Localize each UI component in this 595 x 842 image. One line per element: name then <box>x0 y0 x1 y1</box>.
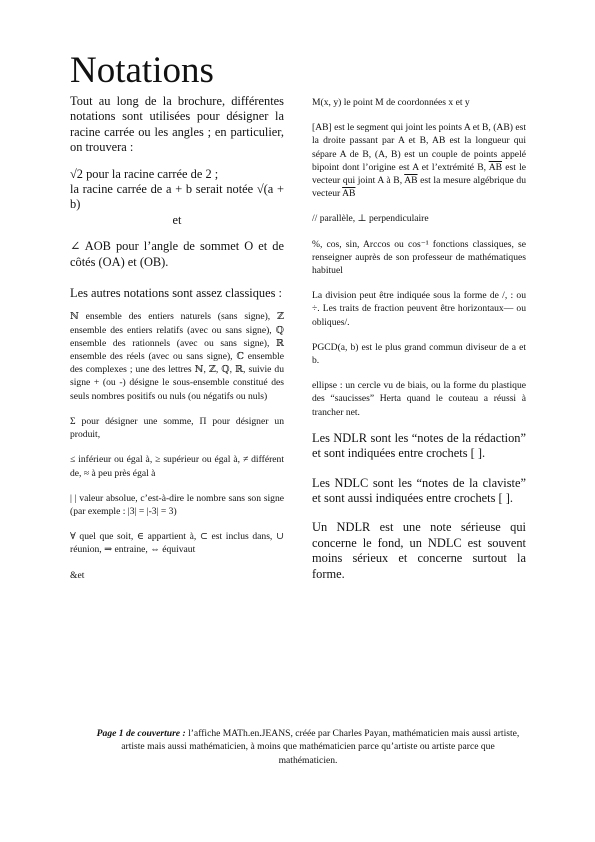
inequalities-paragraph: ≤ inférieur ou égal à, ≥ supérieur ou égal à, ≠ différent de, ≈ à peu près égal à <box>70 454 284 479</box>
serious-note-paragraph: Un NDLR est une note sérieuse qui concerne le fond, un NDLC est souvent moins sérieux et concerne surtout la forme. <box>312 520 526 581</box>
et-separator: et <box>172 212 182 227</box>
right-column <box>312 96 526 582</box>
intro-paragraph: Tout au long de la brochure, différentes notations sont utilisées pour désigner la racine carrée ou les angles ; en particulier, on trouvera : <box>70 94 284 155</box>
ellipse-paragraph: ellipse : un cercle vu de biais, ou la forme du plastique des “saucisses” Herta quand le couteau a réussi à trancher net. <box>312 380 526 418</box>
page-title: Notations <box>70 50 214 91</box>
absolute-value-paragraph: | | valeur absolue, c’est-à-dire le nombre sans son signe (par exemple : |3| = |-3| = 3) <box>70 492 284 517</box>
angle-notation: ∠ AOB pour l’angle de sommet O et de côtés (OA) et (OB). <box>70 239 284 269</box>
coordinates-paragraph: M(x, y) le point M de coordonnées x et y <box>312 97 470 108</box>
segment-text-1: [AB] est le segment qui joint les points A et B, (AB) est la droite passant par A et B, AB est la longueur qui sépare A de B, (A, B) est un couple de points appelé bipoint dont l’origine est A et l’extrémité B, <box>312 122 526 173</box>
ndlc-paragraph: Les NDLC sont les “notes de la claviste” et sont aussi indiquées entre crochets [ ]. <box>312 475 526 506</box>
vector-ab-1: $\overline{AB}$ <box>488 161 503 173</box>
cover-caption <box>96 727 520 767</box>
cover-caption-label: Page 1 de couverture : <box>96 728 186 739</box>
other-notations-heading: Les autres notations sont assez classiques : <box>70 286 282 301</box>
parallel-paragraph: // parallèle, ⊥ perpendiculaire <box>312 213 429 225</box>
sum-product-paragraph: Σ pour désigner une somme, Π pour désigner un produit, <box>70 415 284 441</box>
sqrt-ab-notation: la racine carrée de a + b serait notée √(a + b) <box>70 182 284 212</box>
number-sets-paragraph: ℕ ensemble des entiers naturels (sans signe), ℤ ensemble des entiers relatifs (avec ou sans signe), ℚ ensemble des rationnels (avec ou sans signe), ℝ ensemble des réels (avec ou sans signe), ℂ ensemble des complexes ; une des lettres ℕ, ℤ, ℚ, ℝ, suivie du signe + (ou -) désigne le sous-ensemble constitué des seuls nombres positifs ou nuls (ou négatifs ou nuls) <box>70 311 284 402</box>
segment-text-2: est le vecteur qui joint A à B, <box>312 161 526 187</box>
sqrt2-notation: √2 pour la racine carrée de 2 ; <box>70 166 219 181</box>
segment-text-3: est la mesure algébrique du vecteur <box>312 175 526 200</box>
segment-vector-paragraph <box>312 121 526 200</box>
trig-paragraph: %, cos, sin, Arccos ou cos⁻¹ fonctions classiques, se renseigner auprès de son professeur de mathématiques habituel <box>312 238 526 277</box>
logic-symbols-paragraph: ∀ quel que soit, ∈ appartient à, ⊂ est inclus dans, ∪ réunion, ⇒ entraine, ⇔ équivaut <box>70 531 284 556</box>
cover-caption-text: l’affiche MATh.en.JEANS, créée par Charles Payan, mathématicien mais aussi artiste, artiste mais aussi mathématicien, à moins que mathématicien parce qu’artiste ou artiste parce que mathématicien. <box>121 728 520 766</box>
division-paragraph: La division peut être indiquée sous la forme de /, : ou ÷. Les traits de fraction peuvent être horizontaux— ou obliques/. <box>312 290 526 328</box>
vector-ab-3: $\overline{AB}$ <box>342 188 356 200</box>
ndlr-paragraph: Les NDLR sont les “notes de la rédaction” et sont indiquées entre crochets [ ]. <box>312 430 526 461</box>
vector-ab-2: $\overline{AB}$ <box>404 175 418 187</box>
pgcd-paragraph: PGCD(a, b) est le plus grand commun diviseur de a et b. <box>312 341 526 367</box>
left-column <box>70 94 284 582</box>
ampersand-paragraph: &et <box>70 569 85 581</box>
